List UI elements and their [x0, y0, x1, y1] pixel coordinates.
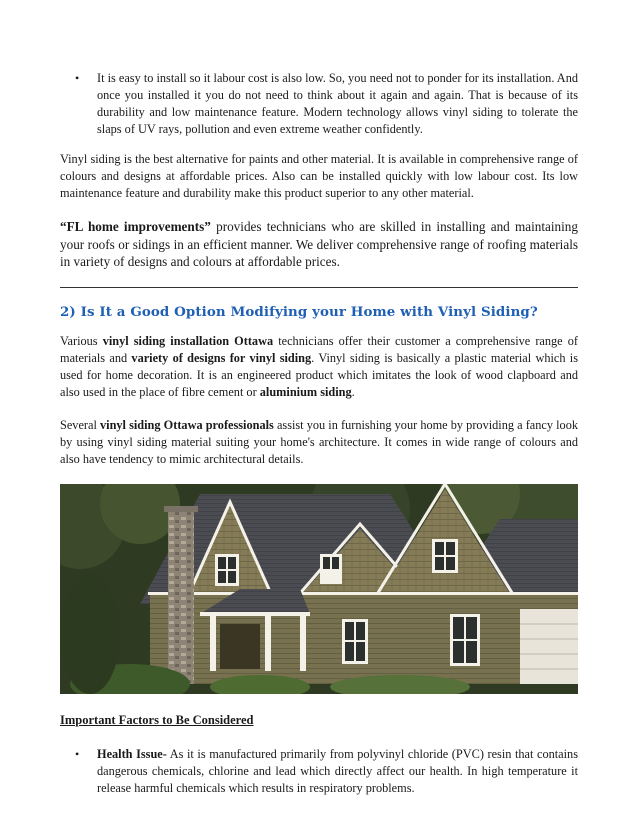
- paragraph-fl: “FL home improvements” provides technicians who are skilled in installing and maintaining your roofs or sidings in an efficient manner. We deliver comprehensive range of roofing materials in variety of designs and colours at affordable prices.: [60, 219, 578, 269]
- section-heading: 2) Is It a Good Option Modifying your Home with Vinyl Siding?: [60, 303, 538, 320]
- list-item: [60, 70, 578, 138]
- bullet-text: It is easy to install so it labour cost is also low. So, you need not to ponder for its installation. And once you installed it you do not need to think about it again and again. That is because of its durability and low maintenance feature. Modern technology allows vinyl siding to tolerate the slaps of UV rays, pollution and even extreme weather confidently.: [97, 71, 578, 136]
- paragraph: Vinyl siding is the best alternative for paints and other material. It is available in comprehensive range of colours and designs at affordable prices. Also can be installed quickly with low labour cost. Its low maintenance feature and durability make this product superior to any other material.: [60, 152, 578, 200]
- list-item: • Health Issue- As it is manufactured primarily from polyvinyl chloride (PVC) resin that contains dangerous chemicals, chlorine and lead which directly affect our health. In high temperature it release harmful chemicals which results in respiratory problems.: [75, 746, 578, 795]
- company-name: “FL home improvements”: [60, 219, 211, 234]
- bullet-icon: •: [75, 746, 80, 761]
- document-page: [60, 70, 578, 810]
- house-photo: [60, 484, 578, 694]
- bullet-title: Health Issue-: [97, 746, 167, 761]
- subheading: Important Factors to Be Considered: [60, 712, 254, 727]
- paragraph: Several vinyl siding Ottawa professionals assist you in furnishing your home by providing a fancy look by using vinyl siding material suiting your home's architecture. It comes in wide range of colours and also have tendency to mimic architectural details.: [60, 417, 578, 466]
- divider: [60, 287, 578, 288]
- bullet-icon: •: [75, 71, 80, 85]
- paragraph: Various vinyl siding installation Ottawa technicians offer their customer a comprehensive range of materials and variety of designs for vinyl siding. Vinyl siding is basically a plastic material which is used for home decoration. It is an engineered product which imitates the look of wood clapboard and also used in the place of fibre cement or aluminium siding.: [60, 333, 578, 399]
